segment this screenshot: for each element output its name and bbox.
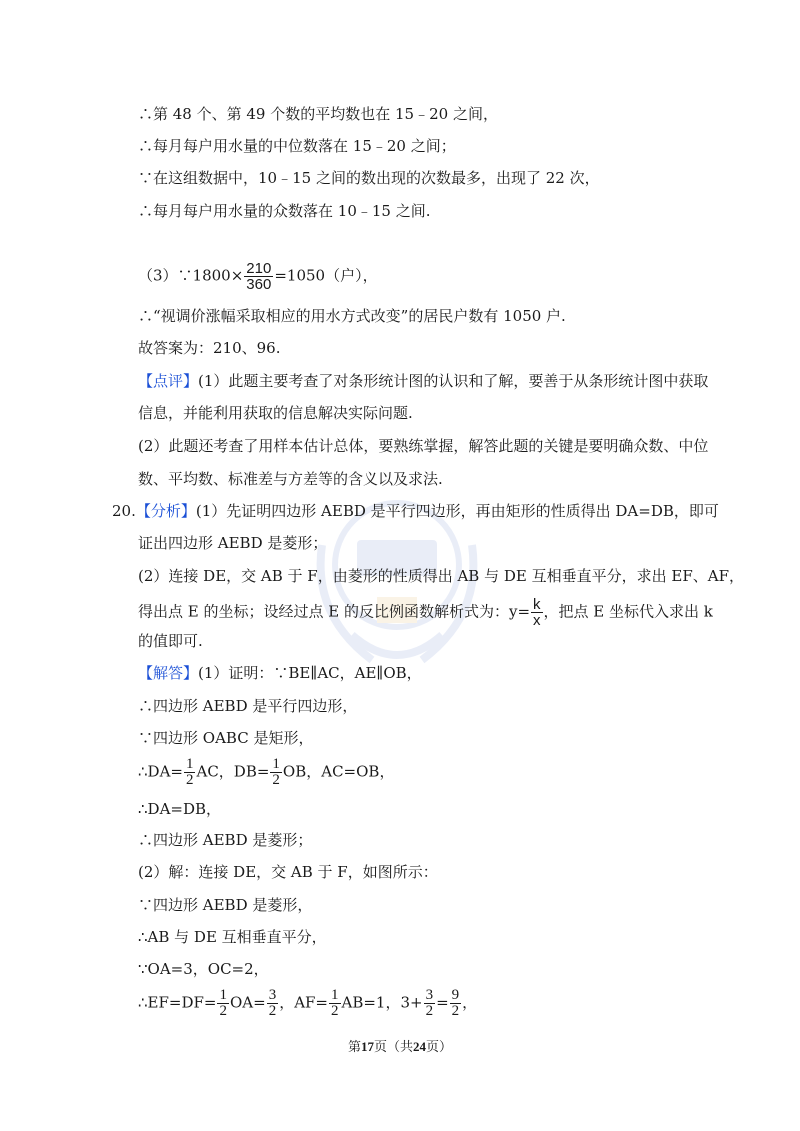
text: ，AF= xyxy=(279,993,328,1012)
numerator: 1 xyxy=(272,756,280,772)
text-line: ∴AB 与 DE 互相垂直平分， xyxy=(138,928,327,946)
fraction-half xyxy=(217,988,229,1019)
fraction-three-halves xyxy=(267,988,279,1019)
equation-line xyxy=(138,757,394,788)
page-footer xyxy=(0,1036,800,1055)
denominator: 2 xyxy=(219,1003,227,1019)
text: ，把点 E 坐标代入求出 k xyxy=(543,602,713,621)
text: OB，AC=OB， xyxy=(282,762,395,781)
denominator: 2 xyxy=(451,1003,460,1019)
denominator: 2 xyxy=(272,772,280,788)
denominator: 360 xyxy=(246,276,272,293)
text-line: 证出四边形 AEBD 是菱形； xyxy=(138,534,328,552)
text-line: 数、平均数、标准差与方差等的含义以及求法. xyxy=(138,470,443,488)
numerator: 3 xyxy=(268,987,277,1003)
question-number: 20. xyxy=(112,502,136,520)
answer-tag: 【解答】 xyxy=(138,664,199,682)
text-line: (2）解：连接 DE，交 AB 于 F，如图所示： xyxy=(138,863,438,881)
text-line: 信息，并能利用获取的信息解决实际问题. xyxy=(138,404,413,422)
text-line: ∵在这组数据中，10﹣15 之间的数出现的次数最多，出现了 22 次， xyxy=(138,169,600,187)
text: (1）证明：∵BE∥AC，AE∥OB， xyxy=(198,664,422,682)
total-pages: 24 xyxy=(413,1039,426,1054)
text-line: 的值即可. xyxy=(138,632,203,650)
page-number: 17 xyxy=(360,1039,374,1054)
text-line: (2）此题还考查了用样本估计总体，要熟练掌握，解答此题的关键是要明确众数、中位 xyxy=(138,437,709,455)
numerator: 1 xyxy=(219,987,227,1003)
text: ∴DA= xyxy=(138,762,183,781)
text-line: ∴第 48 个、第 49 个数的平均数也在 15﹣20 之间， xyxy=(138,105,498,123)
text: OA= xyxy=(229,993,266,1012)
text: ∴EF=DF= xyxy=(138,993,217,1012)
text-line: ∵OA=3，OC=2， xyxy=(138,960,269,978)
footer-text: 第 xyxy=(347,1040,361,1055)
fraction xyxy=(531,597,543,628)
fraction xyxy=(244,261,273,292)
denominator: 2 xyxy=(268,1003,277,1019)
numerator: k xyxy=(533,596,541,613)
text: (1）此题主要考查了对条形统计图的认识和了解，要善于从条形统计图中获取 xyxy=(198,372,709,390)
text-line: ∵四边形 AEBD 是菱形， xyxy=(138,896,313,914)
fraction-half xyxy=(329,988,341,1019)
fraction-half xyxy=(270,757,282,788)
analysis-tag: 【分析】 xyxy=(135,502,196,520)
numerator: 1 xyxy=(331,987,339,1003)
text-line: ∴每月每户用水量的中位数落在 15﹣20 之间； xyxy=(138,137,456,155)
denominator: 2 xyxy=(425,1003,434,1019)
text: AC，DB= xyxy=(196,762,270,781)
text-line: ∴四边形 AEBD 是平行四边形， xyxy=(138,697,358,715)
text-line: (2）连接 DE，交 AB 于 F，由菱形的性质得出 AB 与 DE 互相垂直平分，求出 EF、AF， xyxy=(138,567,744,585)
denominator: 2 xyxy=(185,772,194,788)
equation-line xyxy=(138,988,477,1019)
fraction-three-halves xyxy=(424,988,436,1019)
text-line: 故答案为：210、96. xyxy=(138,339,281,357)
numerator: 3 xyxy=(425,987,434,1003)
text: (1）先证明四边形 AEBD 是平行四边形，再由矩形的性质得出 DA=DB，即可 xyxy=(195,502,719,520)
text: AB=1，3+ xyxy=(341,993,423,1012)
comment-line xyxy=(138,371,708,391)
text-line: ∴四边形 AEBD 是菱形； xyxy=(138,831,313,849)
comment-tag: 【点评】 xyxy=(138,372,199,390)
numerator: 1 xyxy=(185,756,194,772)
text-line: ∴DA=DB， xyxy=(138,800,222,818)
footer-text: 页） xyxy=(426,1040,453,1055)
text: （3）∵1800× xyxy=(138,266,244,285)
footer-text: 页（共 xyxy=(373,1040,413,1055)
equation-line xyxy=(138,597,713,628)
text-line: ∴“视调价涨幅采取相应的用水方式改变”的居民户数有 1050 户. xyxy=(138,307,566,325)
text: ， xyxy=(462,993,478,1012)
text: 得出点 E 的坐标；设经过点 E 的反比例函数解析式为：y= xyxy=(138,602,531,621)
denominator: x xyxy=(533,612,541,629)
text: =1050（户）， xyxy=(274,266,378,285)
equation-line xyxy=(138,261,378,292)
fraction-nine-halves xyxy=(450,988,462,1019)
text-line: ∵四边形 OABC 是矩形， xyxy=(138,729,314,747)
numerator: 210 xyxy=(246,260,272,277)
text-line: ∴每月每户用水量的众数落在 10﹣15 之间. xyxy=(138,202,431,220)
numerator: 9 xyxy=(451,987,460,1003)
text: = xyxy=(436,993,449,1012)
answer-line xyxy=(138,663,422,683)
fraction-half xyxy=(184,757,196,788)
denominator: 2 xyxy=(331,1003,339,1019)
question-line xyxy=(112,501,719,521)
